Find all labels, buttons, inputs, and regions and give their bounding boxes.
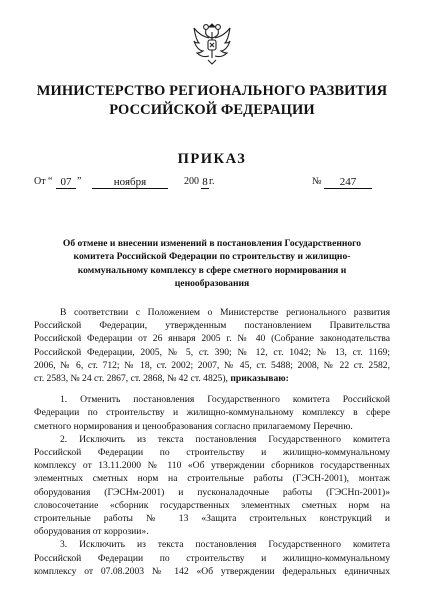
item-1-paragraph bbox=[34, 393, 390, 433]
text-line: Российской Федерации, утвержденным постановлением Правительства bbox=[34, 320, 390, 332]
coat-of-arms-emblem bbox=[192, 20, 232, 66]
text-line: оборудования от коррозии». bbox=[34, 526, 149, 538]
subject-line: комитета Российской Федерации по строительству и жилищно- bbox=[73, 251, 351, 263]
text-line: элементных сметных норм на строительные работы (ГЭСН-2001), монтаж bbox=[34, 473, 390, 485]
text-line: Российской Федерации, 2005, № 5, ст. 390; № 12, ст. 1042; № 13, ст. 1169; bbox=[34, 346, 390, 358]
order-day: 07 bbox=[56, 176, 76, 189]
text-line: 2. Исключить из текста постановления Государственного комитета bbox=[60, 433, 390, 445]
text-line: сметного нормирования и ценообразования согласно прилагаемому Перечню. bbox=[34, 420, 353, 432]
order-year-digit: 8 bbox=[202, 176, 208, 188]
document-body bbox=[34, 306, 390, 578]
text-line: строительные работы № 13 «Защита строительных конструкций и bbox=[34, 513, 390, 525]
order-date-number-line bbox=[34, 176, 394, 192]
open-quote: “ bbox=[48, 176, 53, 187]
item-3-paragraph bbox=[34, 538, 390, 578]
order-year-suffix: г. bbox=[209, 176, 215, 187]
ministry-title-line-2: РОССИЙСКОЙ ФЕДЕРАЦИИ bbox=[109, 102, 315, 118]
ministry-title-line-1: МИНИСТЕРСТВО РЕГИОНАЛЬНОГО РАЗВИТИЯ bbox=[36, 83, 388, 99]
close-quote: ” bbox=[77, 176, 82, 187]
number-label: № bbox=[312, 176, 322, 187]
subject-line: коммунальному комплексу в сфере сметного нормирования и bbox=[77, 264, 347, 276]
text-line: 2006, № 6, ст. 712; № 18, ст. 2002; 2007, № 45, ст. 5488; 2008, № 22 ст. 2582, bbox=[34, 359, 390, 371]
item-2-paragraph bbox=[34, 433, 390, 539]
order-month: ноября bbox=[92, 176, 168, 189]
order-year-prefix: 200 bbox=[184, 176, 199, 187]
document-type-title: ПРИКАЗ bbox=[177, 151, 247, 167]
subject-heading bbox=[30, 237, 394, 290]
text-line: комплексу от 07.08.2003 № 142 «Об утверждении федеральных единичных bbox=[34, 565, 390, 577]
text-line: В соответствии с Положением о Министерстве регионального развития bbox=[60, 307, 390, 318]
text-line: 3. Исключить из текста постановления Государственного комитета bbox=[60, 539, 390, 551]
text-line: оборудования (ГЭСНм-2001) и пусконаладочные работы (ГЭСНп-2001)» bbox=[34, 486, 390, 498]
text-line bbox=[34, 372, 390, 385]
ministry-title bbox=[20, 82, 404, 120]
decree-word: приказываю: bbox=[230, 373, 289, 385]
subject-line: ценообразования bbox=[174, 277, 250, 289]
preamble-paragraph bbox=[34, 306, 390, 385]
preamble-tail: ст. 2583, № 24 ст. 2867, ст. 2868, № 42 ст. 4825), bbox=[34, 373, 228, 385]
text-line: 1. Отменить постановления Государственного комитета Российской bbox=[60, 394, 390, 406]
text-line: Российской Федерации по строительству и жилищно-коммунальному bbox=[34, 552, 390, 564]
from-label: От bbox=[34, 176, 46, 187]
text-line: Российской Федерации по строительству и жилищно-коммунальному bbox=[34, 447, 390, 459]
order-number: 247 bbox=[324, 176, 372, 189]
text-line: Российской Федерации от 26 января 2005 г. № 40 (Собрание законодательства bbox=[34, 333, 390, 345]
text-line: словосочетание «сборник государственных элементных сметных норм на bbox=[34, 499, 390, 511]
subject-line: Об отмене и внесении изменений в постановления Государственного bbox=[62, 238, 362, 249]
text-line: Федерации по строительству и жилищно-коммунальному комплексу в сфере bbox=[34, 407, 390, 419]
text-line: комплексу от 13.11.2000 № 110 «Об утверждении сборников государственных bbox=[34, 460, 390, 472]
